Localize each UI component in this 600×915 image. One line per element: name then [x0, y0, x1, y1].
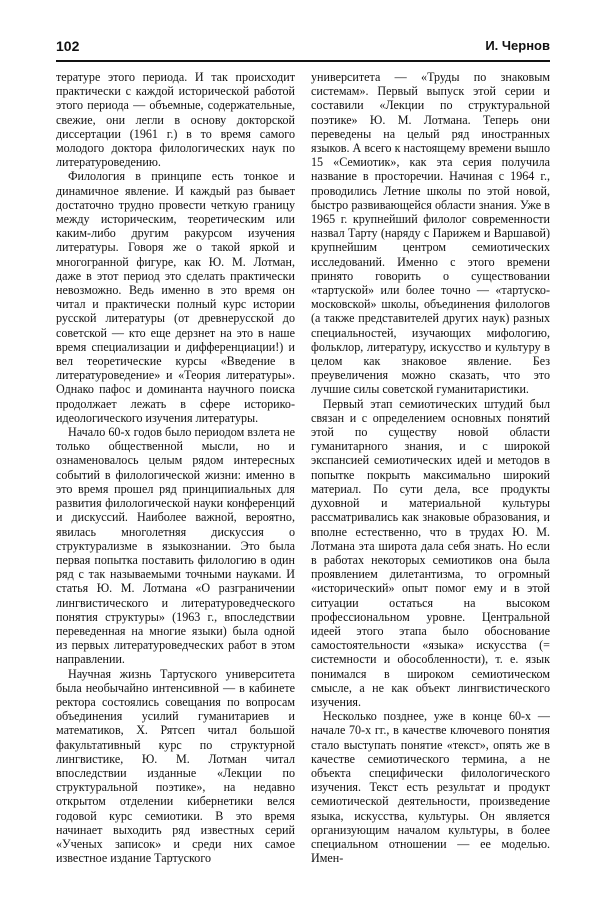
paragraph: Научная жизнь Тартуского университета была необычайно интенсивной — в кабинете ректора состоялись совещания по вопросам объединения усилий гуманитариев и математиков, Х. Рятсеп читал большой факультативный курс по структурной лингвистике, Ю. М. Лотман читал впоследствии изданные «Лекции по структуральной поэтике», на недавно открытом отделении кибернетики велся годовой курс семиотики. В это время начинает выходить ряд известных серий «Ученых записок» и среди них самое известное издание Тартуского [56, 666, 295, 866]
paragraph: тературе этого периода. И так происходит практически с каждой исторической работой этого периода — объемные, содержательные, свежие, они легли в основу докторской диссертации (1961 г.) в то время самого молодого доктора филологических наук по литературоведению. [56, 70, 295, 170]
running-head-author: И. Чернов [485, 38, 550, 53]
page-header [56, 38, 550, 58]
right-column [311, 70, 550, 905]
paragraph: университета — «Труды по знаковым системам». Первый выпуск этой серии и составили «Лекции по структуральной поэтике» Ю. М. Лотмана. Теперь они переведены на целый ряд иностранных языков. А всего к настоящему времени вышло 15 «Семиотик», как эта серия получила название в просторечии. Начиная с 1964 г., проводились Летние школы по этой новой, быстро развивающейся области знания. Уже в 1965 г. крупнейший филолог современности назвал Тарту (наряду с Парижем и Варшавой) крупнейшим центром семиотических исследований. Именно с этого времени принято говорить о существовании «тартуской» или более точно — «тартуско-московской» школы, объединения филологов (а также представителей других наук) разных специальностей, изучающих мифологию, фольклор, литературу, искусство и культуру в целом как знаковое явление. Без преувеличения можно сказать, что это лучшие силы советской гуманитаристики. [311, 70, 550, 397]
paragraph: Начало 60-х годов было периодом взлета не только общественной мысли, но и ознаменовалось целым рядом интересных событий в филологической жизни: именно в это время прошел ряд принципиальных для развития филологической науки конференций и дискуссий. Наиболее важной, вероятно, явилась многолетняя дискуссия о структурализме в языкознании. Это была первая попытка поставить филологию в один ряд с так называемыми точными науками. И статья Ю. М. Лотмана «О разграничении лингвистического и литературоведческого понятия структуры» (1963 г., впоследствии переведенная на многие языки) была одной из первых литературоведческих работ в этом направлении. [56, 425, 295, 667]
left-column [56, 70, 295, 905]
paragraph: Несколько позднее, уже в конце 60-х — начале 70-х гг., в качестве ключевого понятия стало выступать понятие «текст», опять же в качестве семиотического термина, а не объекта специфически филологического изучения. Текст есть результат и продукт семиотической деятельности, произведение языка, искусства, культуры. Он является организующим началом культуры, в более специальном отношении — ее моделью. Имен- [311, 709, 550, 866]
paragraph: Первый этап семиотических штудий был связан и с определением основных понятий этой по существу новой области гуманитарного знания, и с широкой экспансией семиотических идей и методов в попытке покрыть максимально широкий материал. По сути дела, все продукты духовной и материальной культуры рассматривались как знаковые образования, и вполне естественно, что в трудах Ю. М. Лотмана эта широта дала себя знать. Но если в работах некоторых семиотиков она была проявлением дилетантизма, то огромный «исторический» опыт помог ему и в этой ситуации остаться на высоком профессиональном уровне. Центральной идеей этого этапа было обоснование самостоятельности «языка» искусства (= системности и обособленности), т. е. язык понимался в широком семиотическом смысле, а не как объект лингвистического изучения. [311, 396, 550, 709]
page-number: 102 [56, 38, 80, 54]
paragraph: Филология в принципе есть тонкое и динамичное явление. И каждый раз бывает достаточно трудно провести четкую границу между историческим, теоретическим или каким-либо другим ракурсом изучения литературы. Говоря же о такой яркой и многогранной фигуре, как Ю. М. Лотман, даже в этот период это сделать практически невозможно. Ведь именно в это время он читал и практически полный курс истории русской литературы (от древнерусской до советской — кто еще дерзнет на это в наше время специализации и дифференциации!) и вел теоретические курсы «Введение в литературоведение» и «Теория литературы». Однако пафос и доминанта научного поиска продолжает лежать в сфере историко-идеологического изучения литературы. [56, 169, 295, 425]
header-rule [56, 60, 550, 62]
